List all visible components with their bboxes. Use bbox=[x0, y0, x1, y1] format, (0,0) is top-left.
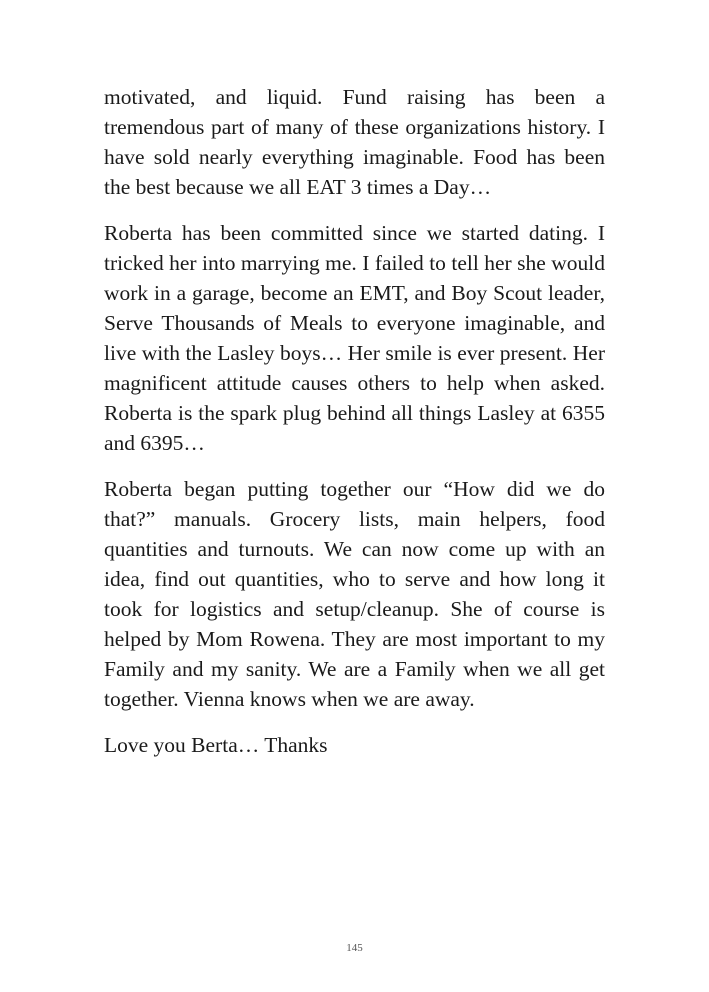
page-number: 145 bbox=[346, 942, 363, 954]
body-text bbox=[104, 82, 605, 776]
paragraph-closing: Love you Berta… Thanks bbox=[104, 733, 328, 757]
paragraph-manuals: Roberta began putting together our “How did we do that?” manuals. Grocery lists, main helpers, food quantities and turnouts. We can now come up with an idea, find out quantities, who to serve and how long it took for logistics and setup/cleanup. She of course is helped by Mom Rowena. They are most important to my Family and my sanity. We are a Family when we all get together. Vienna knows when we are away. bbox=[104, 477, 605, 711]
paragraph-roberta-committed: Roberta has been committed since we started dating. I tricked her into marrying me. I failed to tell her she would work in a garage, become an EMT, and Boy Scout leader, Serve Thousands of Meals to everyone imaginable, and live with the Lasley boys… Her smile is ever present. Her magnificent attitude causes others to help when asked. Roberta is the spark plug behind all things Lasley at 6355 and 6395… bbox=[104, 221, 605, 455]
paragraph-fundraising: motivated, and liquid. Fund raising has been a tremendous part of many of these organizations history. I have sold nearly everything imaginable. Food has been the best because we all EAT 3 times a Day… bbox=[104, 85, 605, 199]
